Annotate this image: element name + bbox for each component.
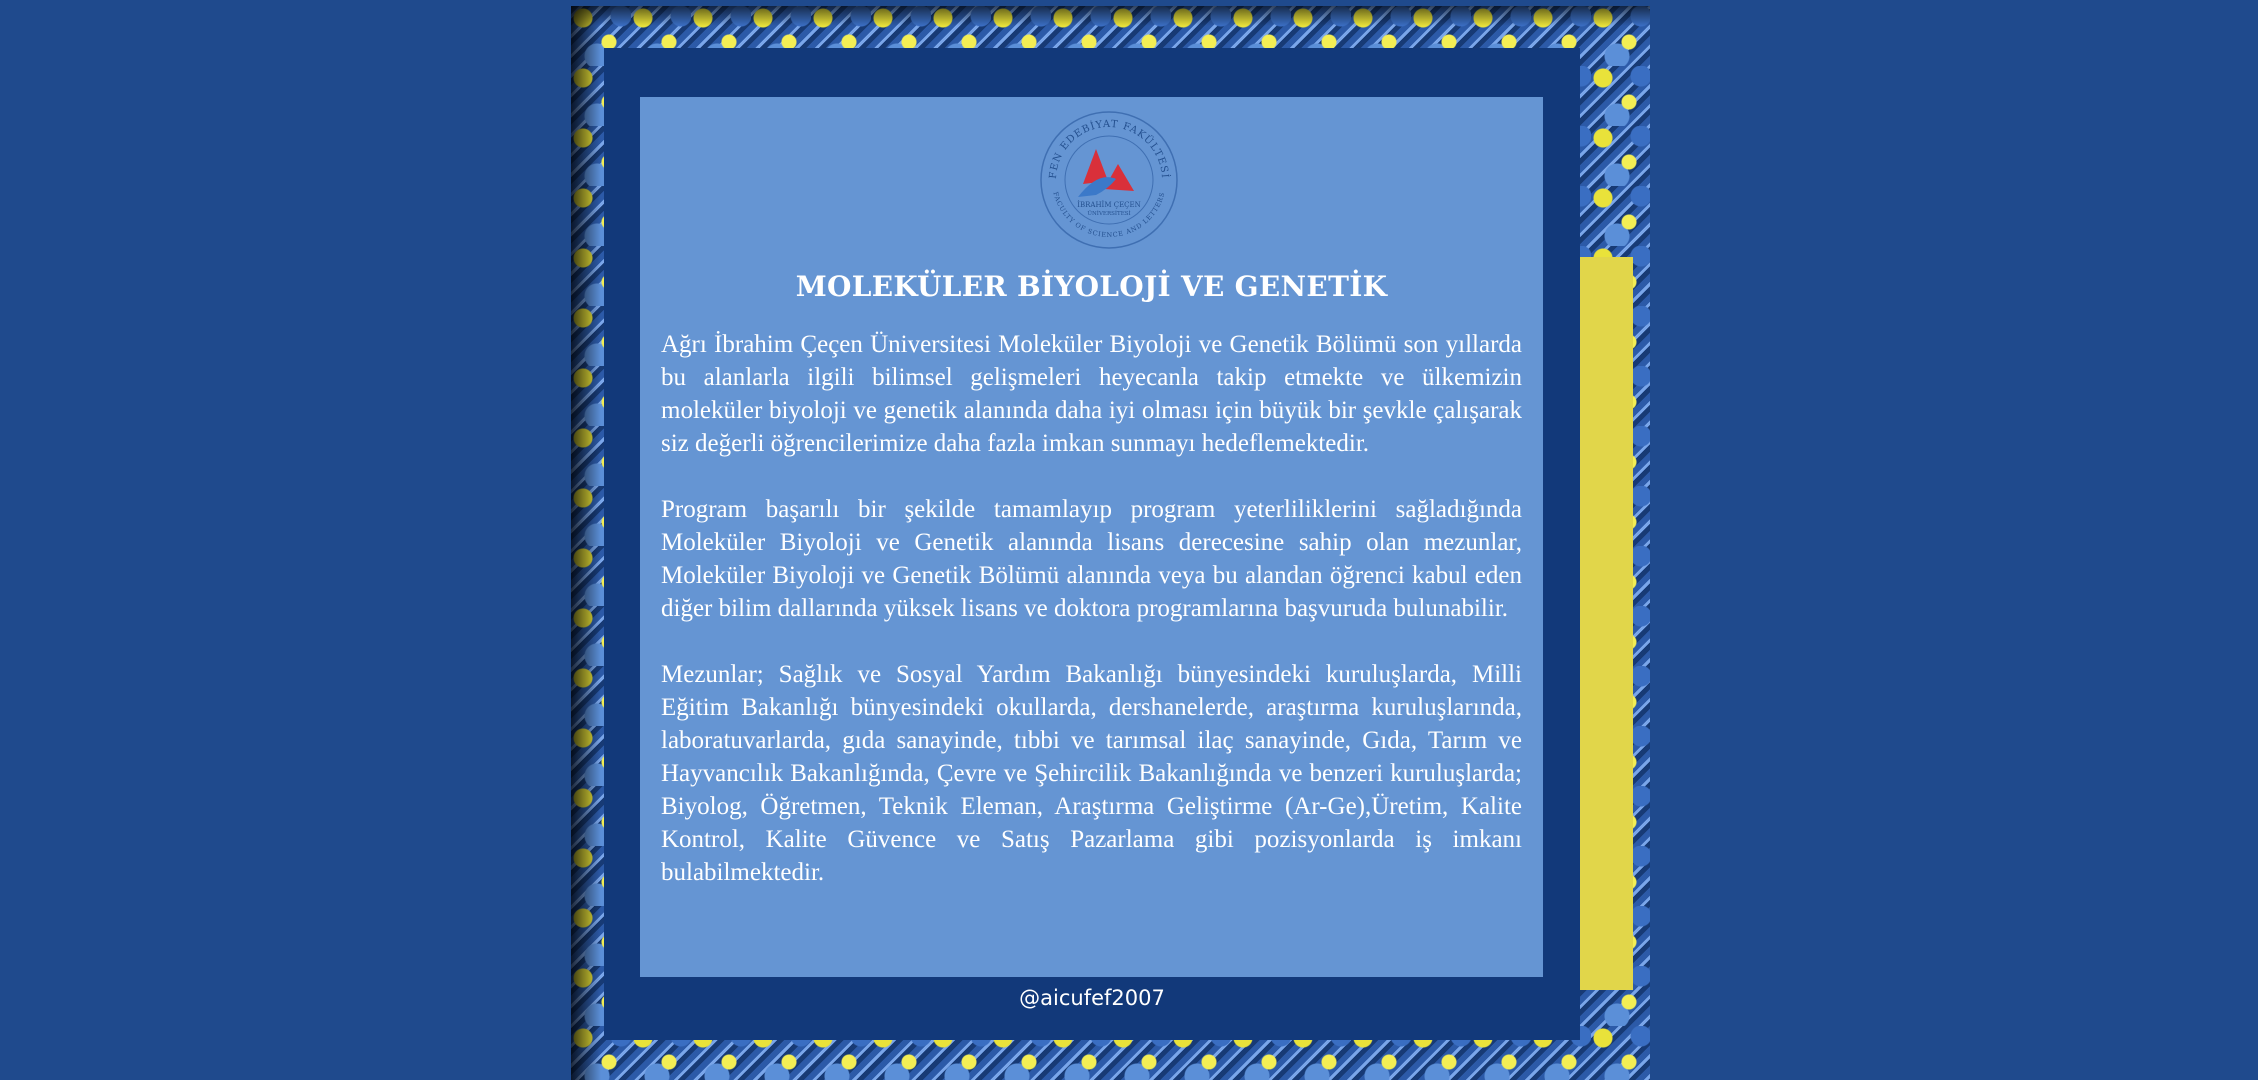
background-shade-top (571, 6, 1650, 26)
paragraph-careers: Mezunlar; Sağlık ve Sosyal Yardım Bakanlığı bünyesindeki kuruluşlarda, Milli Eğitim Bakanlığı bünyesindeki okullarda, dershanelerde, araştırma kuruluşlarında, laboratuvarlarda, gıda sanayinde, tıbbi ve tarımsal ilaç sanayinde, Gıda, Tarım ve Hayvancılık Bakanlığında, Çevre ve Şehircilik Bakanlığında ve benzeri kuruluşlarda; Biyolog, Öğretmen, Teknik Eleman, Araştırma Geliştirme (Ar-Ge),Üretim, Kalite Kontrol, Kalite Güvence ve Satış Pazarlama gibi pozisyonlarda iş imkanı bulabilmektedir. (661, 661, 1522, 886)
logo-university-name: İBRAHİM ÇEÇEN (1077, 201, 1141, 209)
background-shade-left (571, 6, 601, 1080)
paragraph-intro: Ağrı İbrahim Çeçen Üniversitesi Moleküler Biyoloji ve Genetik Bölümü son yıllarda bu alanlarla ilgili bilimsel gelişmeleri heyecanla takip etmekte ve ülkemizin moleküler biyoloji ve genetik alanında daha iyi olması için büyük bir şevkle çalışarak siz değerli öğrencilerimize daha fazla imkan sunmayı hedeflemektedir. (661, 331, 1522, 457)
logo-ring-bottom-text: FACULTY OF SCIENCE AND LETTERS (1051, 190, 1167, 240)
social-handle: @aicufef2007 (1019, 986, 1165, 1010)
paragraph-program: Program başarılı bir şekilde tamamlayıp program yeterliliklerini sağladığında Moleküler Biyoloji ve Genetik alanında lisans derecesine sahip olan mezunlar, Moleküler Biyoloji ve Genetik Bölümü alanında veya bu alandan öğrenci kabul eden diğer bilim dallarında yüksek lisans ve doktora programlarına başvuruda bulunabilir. (661, 496, 1522, 622)
faculty-logo (1038, 109, 1180, 251)
page-title: MOLEKÜLER BİYOLOJİ VE GENETİK (795, 270, 1388, 303)
body-text (661, 328, 1522, 889)
logo-university-sub: ÜNİVERSİTESİ (1087, 211, 1131, 217)
yellow-accent-bar (1580, 257, 1633, 990)
logo-ring-top-text: FEN EDEBİYAT FAKÜLTESİ (1047, 118, 1171, 180)
